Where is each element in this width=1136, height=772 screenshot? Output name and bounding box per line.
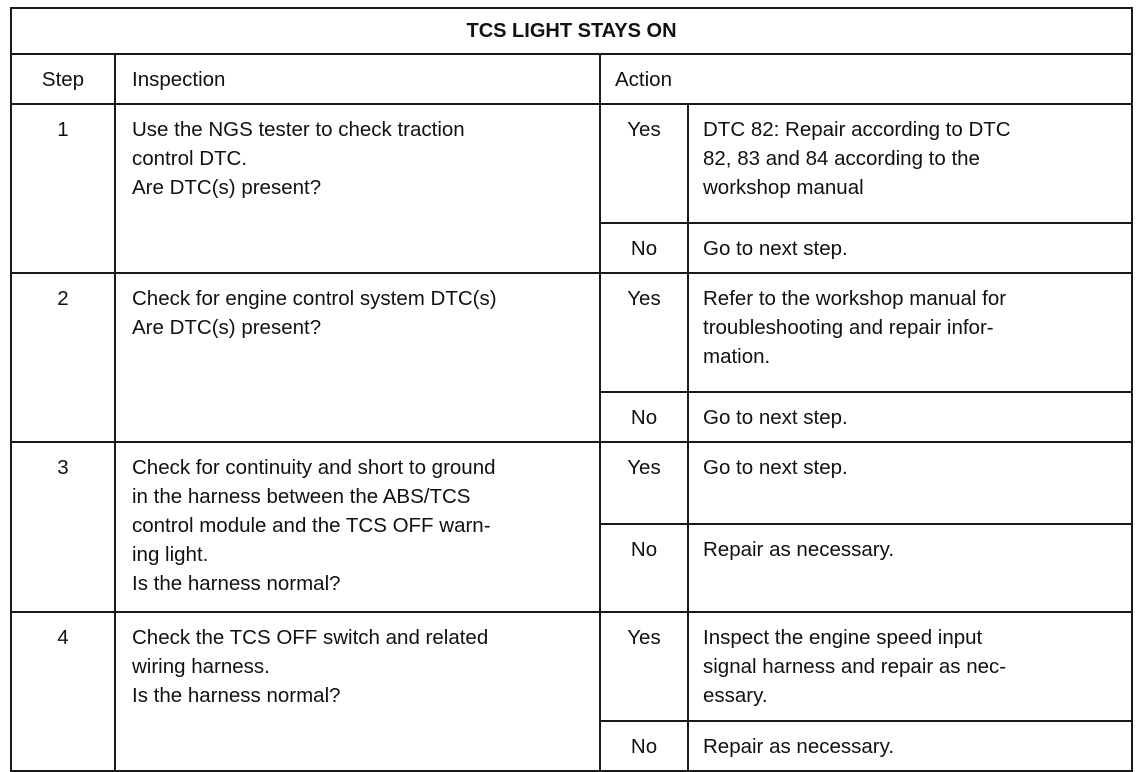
inspection-text: Check for continuity and short to ground in the harness between the ABS/TCS control module and the TCS OFF warn- ing light. Is the harness normal? — [115, 442, 600, 612]
action-result: Go to next step. — [688, 442, 1132, 524]
action-answer: No — [600, 392, 688, 442]
action-answer: No — [600, 721, 688, 771]
header-step: Step — [11, 54, 115, 104]
action-result: DTC 82: Repair according to DTC 82, 83 and 84 according to the workshop manual — [688, 104, 1132, 223]
inspection-text: Use the NGS tester to check traction control DTC. Are DTC(s) present? — [115, 104, 600, 273]
table-row — [11, 273, 1132, 392]
action-result: Inspect the engine speed input signal harness and repair as nec- essary. — [688, 612, 1132, 721]
table-row — [11, 442, 1132, 524]
action-result: Refer to the workshop manual for troubleshooting and repair infor- mation. — [688, 273, 1132, 392]
header-action: Action — [600, 54, 1132, 104]
table-row — [11, 612, 1132, 721]
action-result: Go to next step. — [688, 223, 1132, 273]
action-result: Go to next step. — [688, 392, 1132, 442]
step-number: 4 — [11, 612, 115, 771]
action-answer: Yes — [600, 612, 688, 721]
inspection-text: Check for engine control system DTC(s) Are DTC(s) present? — [115, 273, 600, 442]
table-title: TCS LIGHT STAYS ON — [11, 8, 1132, 54]
action-answer: No — [600, 524, 688, 612]
action-result: Repair as necessary. — [688, 721, 1132, 771]
step-number: 2 — [11, 273, 115, 442]
header-row — [11, 54, 1132, 104]
table-row — [11, 104, 1132, 223]
action-answer: Yes — [600, 104, 688, 223]
action-result: Repair as necessary. — [688, 524, 1132, 612]
header-inspection: Inspection — [115, 54, 600, 104]
step-number: 3 — [11, 442, 115, 612]
action-answer: Yes — [600, 273, 688, 392]
inspection-text: Check the TCS OFF switch and related wiring harness. Is the harness normal? — [115, 612, 600, 771]
action-answer: No — [600, 223, 688, 273]
troubleshooting-table — [10, 7, 1133, 772]
step-number: 1 — [11, 104, 115, 273]
action-answer: Yes — [600, 442, 688, 524]
